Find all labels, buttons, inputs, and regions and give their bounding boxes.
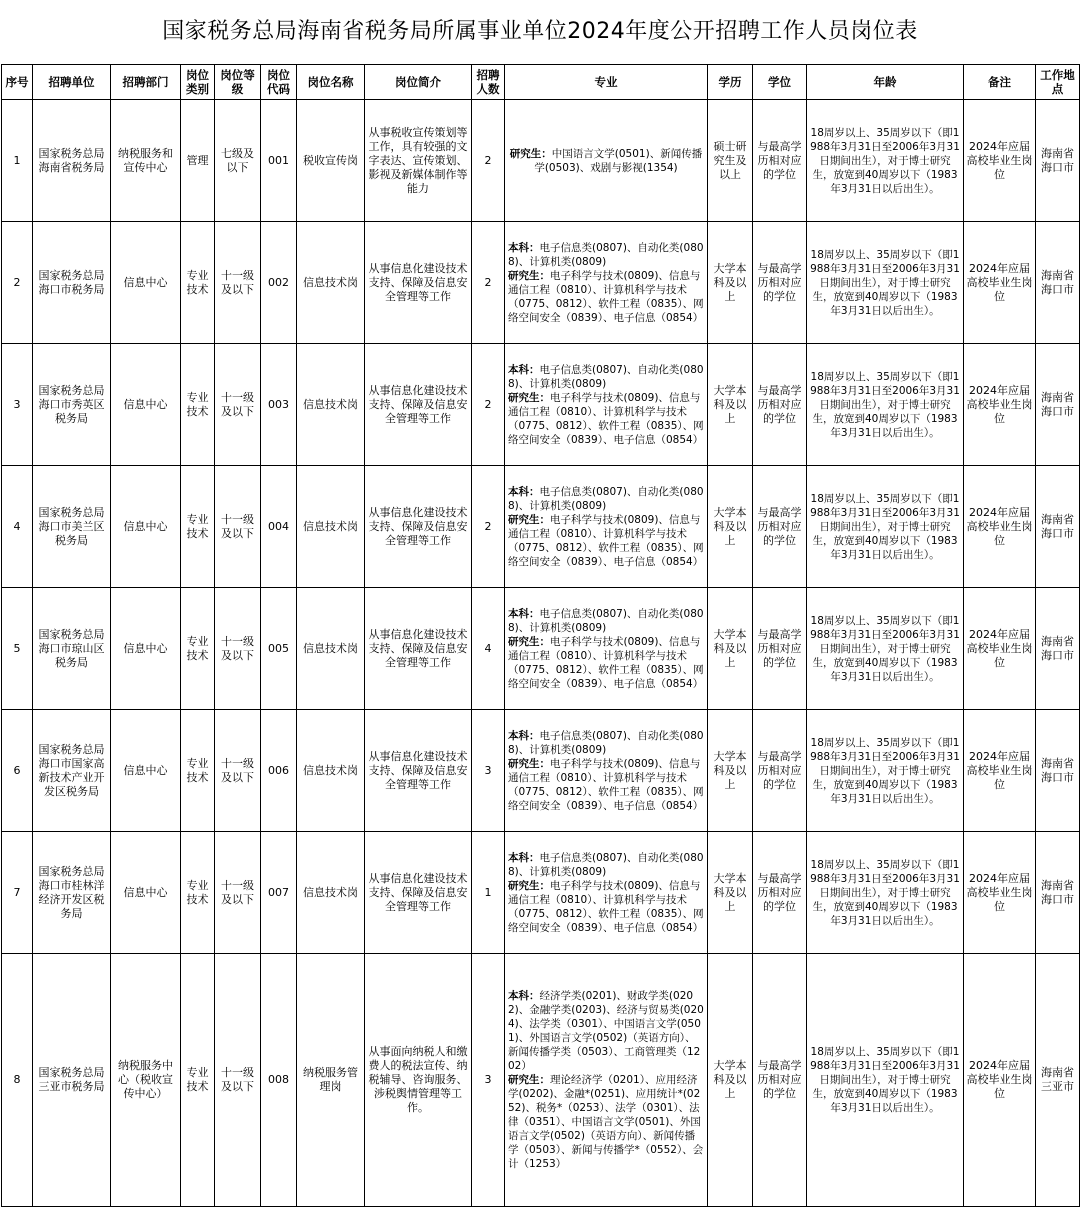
- recruiting-unit: 国家税务总局海口市国家高新技术产业开发区税务局: [33, 710, 111, 832]
- position-level: 十一级及以下: [215, 344, 261, 466]
- major-line-text: 电子科学与技术(0809)、信息与通信工程（0810）、计算机科学与技术（0775、0812）、软件工程（0835）、网络空间安全（0839）、电子信息（0854）: [508, 757, 704, 812]
- recruit-count: 4: [472, 588, 505, 710]
- major-line: [508, 729, 704, 757]
- education: 大学本科及以上: [708, 710, 753, 832]
- column-header: 年龄: [807, 65, 964, 100]
- major-line-text: 中国语言文学(0501)、新闻传播学(0503)、戏剧与影视(1354): [534, 147, 703, 174]
- major-line-label: 研究生：: [508, 391, 550, 404]
- major-line: [508, 879, 704, 935]
- column-header: 专业: [505, 65, 708, 100]
- position-code: 003: [261, 344, 297, 466]
- major-line: [508, 851, 704, 879]
- position-desc: 从事信息化建设技术支持、保障及信息安全管理等工作: [365, 588, 472, 710]
- column-header: 岗位简介: [365, 65, 472, 100]
- major-line-label: 本科：: [508, 241, 540, 254]
- recruiting-dept: 纳税服务中心（税收宣传中心）: [111, 954, 181, 1207]
- remark: 2024年应届高校毕业生岗位: [964, 832, 1036, 954]
- position-code: 005: [261, 588, 297, 710]
- major-line-text: 电子信息类(0807)、自动化类(0808)、计算机类(0809): [508, 607, 704, 634]
- major-requirement: [505, 100, 708, 222]
- recruiting-dept: 信息中心: [111, 710, 181, 832]
- major-line-label: 本科：: [508, 485, 540, 498]
- remark: 2024年应届高校毕业生岗位: [964, 344, 1036, 466]
- major-line: [508, 757, 704, 813]
- major-line: [508, 269, 704, 325]
- major-line: [508, 391, 704, 447]
- degree: 与最高学历相对应的学位: [753, 588, 807, 710]
- position-code: 007: [261, 832, 297, 954]
- position-name: 纳税服务管理岗: [297, 954, 365, 1207]
- major-line-label: 研究生：: [508, 635, 550, 648]
- major-line-text: 电子科学与技术(0809)、信息与通信工程（0810）、计算机科学与技术（0775、0812）、软件工程（0835）、网络空间安全（0839）、电子信息（0854）: [508, 635, 704, 690]
- age-requirement: 18周岁以上、35周岁以下（即1988年3月31日至2006年3月31日期间出生），对于博士研究生，放宽到40周岁以下（1983年3月31日以后出生）。: [807, 832, 964, 954]
- major-line-label: 本科：: [508, 990, 540, 1002]
- position-table: [1, 64, 1080, 1207]
- position-desc: 从事信息化建设技术支持、保障及信息安全管理等工作: [365, 832, 472, 954]
- education: 大学本科及以上: [708, 588, 753, 710]
- position-name: 信息技术岗: [297, 588, 365, 710]
- recruiting-unit: 国家税务总局海口市美兰区税务局: [33, 466, 111, 588]
- major-requirement: [505, 954, 708, 1207]
- position-category: 专业技术: [181, 222, 215, 344]
- position-category: 管理: [181, 100, 215, 222]
- major-line: [508, 1073, 704, 1171]
- position-category: 专业技术: [181, 344, 215, 466]
- age-requirement: 18周岁以上、35周岁以下（即1988年3月31日至2006年3月31日期间出生），对于博士研究生，放宽到40周岁以下（1983年3月31日以后出生）。: [807, 954, 964, 1207]
- page-title: 国家税务总局海南省税务局所属事业单位2024年度公开招聘工作人员岗位表: [162, 19, 918, 44]
- age-requirement: 18周岁以上、35周岁以下（即1988年3月31日至2006年3月31日期间出生），对于博士研究生，放宽到40周岁以下（1983年3月31日以后出生）。: [807, 710, 964, 832]
- table-row: [2, 466, 1080, 588]
- position-code: 002: [261, 222, 297, 344]
- recruiting-dept: 信息中心: [111, 222, 181, 344]
- position-desc: 从事信息化建设技术支持、保障及信息安全管理等工作: [365, 466, 472, 588]
- position-desc: 从事面向纳税人和缴费人的税法宣传、纳税辅导、咨询服务、涉税舆情管理等工作。: [365, 954, 472, 1207]
- recruit-count: 2: [472, 344, 505, 466]
- major-line-label: 本科：: [508, 607, 540, 620]
- recruiting-unit: 国家税务总局海口市桂林洋经济开发区税务局: [33, 832, 111, 954]
- column-header: 学历: [708, 65, 753, 100]
- major-line-text: 电子科学与技术(0809)、信息与通信工程（0810）、计算机科学与技术（0775、0812）、软件工程（0835）、网络空间安全（0839）、电子信息（0854）: [508, 513, 704, 568]
- major-line-text: 电子信息类(0807)、自动化类(0808)、计算机类(0809): [508, 241, 704, 268]
- recruiting-unit: 国家税务总局海口市秀英区税务局: [33, 344, 111, 466]
- row-number: 2: [2, 222, 33, 344]
- major-requirement: [505, 222, 708, 344]
- major-line-label: 研究生：: [508, 513, 550, 526]
- major-requirement: [505, 466, 708, 588]
- position-desc: 从事税收宣传策划等工作，具有较强的文字表达、宣传策划、影视及新媒体制作等能力: [365, 100, 472, 222]
- position-category: 专业技术: [181, 466, 215, 588]
- recruit-count: 2: [472, 222, 505, 344]
- degree: 与最高学历相对应的学位: [753, 832, 807, 954]
- recruit-count: 3: [472, 954, 505, 1207]
- major-line: [508, 607, 704, 635]
- position-category: 专业技术: [181, 954, 215, 1207]
- column-header: 学位: [753, 65, 807, 100]
- major-line-label: 研究生：: [508, 269, 550, 282]
- column-header: 招聘部门: [111, 65, 181, 100]
- age-requirement: 18周岁以上、35周岁以下（即1988年3月31日至2006年3月31日期间出生），对于博士研究生，放宽到40周岁以下（1983年3月31日以后出生）。: [807, 100, 964, 222]
- position-level: 七级及以下: [215, 100, 261, 222]
- major-line: [508, 241, 704, 269]
- work-location: 海南省海口市: [1036, 100, 1080, 222]
- position-name: 信息技术岗: [297, 832, 365, 954]
- major-line: [508, 147, 704, 175]
- remark: 2024年应届高校毕业生岗位: [964, 710, 1036, 832]
- major-requirement: [505, 588, 708, 710]
- position-desc: 从事信息化建设技术支持、保障及信息安全管理等工作: [365, 344, 472, 466]
- major-line-label: 研究生：: [508, 757, 550, 770]
- major-line-label: 本科：: [508, 363, 540, 376]
- position-code: 008: [261, 954, 297, 1207]
- major-line-text: 电子信息类(0807)、自动化类(0808)、计算机类(0809): [508, 729, 704, 756]
- education: 大学本科及以上: [708, 222, 753, 344]
- recruiting-dept: 信息中心: [111, 466, 181, 588]
- position-level: 十一级及以下: [215, 466, 261, 588]
- remark: 2024年应届高校毕业生岗位: [964, 588, 1036, 710]
- major-requirement: [505, 832, 708, 954]
- row-number: 1: [2, 100, 33, 222]
- position-category: 专业技术: [181, 588, 215, 710]
- major-line: [508, 513, 704, 569]
- major-line-text: 电子信息类(0807)、自动化类(0808)、计算机类(0809): [508, 851, 704, 878]
- major-line-label: 研究生：: [508, 879, 550, 892]
- education: 大学本科及以上: [708, 832, 753, 954]
- recruiting-dept: 信息中心: [111, 344, 181, 466]
- row-number: 8: [2, 954, 33, 1207]
- recruit-count: 2: [472, 100, 505, 222]
- position-code: 006: [261, 710, 297, 832]
- position-level: 十一级及以下: [215, 222, 261, 344]
- major-line-label: 研究生：: [508, 1074, 550, 1086]
- row-number: 5: [2, 588, 33, 710]
- column-header: 招聘人数: [472, 65, 505, 100]
- recruiting-dept: 信息中心: [111, 588, 181, 710]
- position-name: 信息技术岗: [297, 344, 365, 466]
- remark: 2024年应届高校毕业生岗位: [964, 954, 1036, 1207]
- table-row: [2, 588, 1080, 710]
- recruit-count: 3: [472, 710, 505, 832]
- row-number: 7: [2, 832, 33, 954]
- position-category: 专业技术: [181, 710, 215, 832]
- recruiting-unit: 国家税务总局三亚市税务局: [33, 954, 111, 1207]
- position-level: 十一级及以下: [215, 710, 261, 832]
- table-row: [2, 954, 1080, 1207]
- major-line-label: 研究生：: [509, 147, 552, 160]
- recruiting-dept: 信息中心: [111, 832, 181, 954]
- position-name: 信息技术岗: [297, 222, 365, 344]
- work-location: 海南省海口市: [1036, 466, 1080, 588]
- column-header: 岗位名称: [297, 65, 365, 100]
- major-line: [508, 363, 704, 391]
- major-line-text: 电子信息类(0807)、自动化类(0808)、计算机类(0809): [508, 485, 704, 512]
- table-row: [2, 832, 1080, 954]
- position-name: 信息技术岗: [297, 710, 365, 832]
- major-line: [508, 635, 704, 691]
- education: 硕士研究生及以上: [708, 100, 753, 222]
- work-location: 海南省海口市: [1036, 588, 1080, 710]
- work-location: 海南省海口市: [1036, 344, 1080, 466]
- table-header-row: [2, 65, 1080, 100]
- column-header: 岗位等级: [215, 65, 261, 100]
- degree: 与最高学历相对应的学位: [753, 954, 807, 1207]
- major-line-label: 本科：: [508, 729, 540, 742]
- table-row: [2, 222, 1080, 344]
- position-desc: 从事信息化建设技术支持、保障及信息安全管理等工作: [365, 710, 472, 832]
- remark: 2024年应届高校毕业生岗位: [964, 222, 1036, 344]
- position-desc: 从事信息化建设技术支持、保障及信息安全管理等工作: [365, 222, 472, 344]
- column-header: 工作地点: [1036, 65, 1080, 100]
- education: 大学本科及以上: [708, 344, 753, 466]
- position-code: 004: [261, 466, 297, 588]
- degree: 与最高学历相对应的学位: [753, 222, 807, 344]
- major-requirement: [505, 344, 708, 466]
- table-body: [2, 100, 1080, 1207]
- remark: 2024年应届高校毕业生岗位: [964, 466, 1036, 588]
- age-requirement: 18周岁以上、35周岁以下（即1988年3月31日至2006年3月31日期间出生），对于博士研究生，放宽到40周岁以下（1983年3月31日以后出生）。: [807, 344, 964, 466]
- work-location: 海南省海口市: [1036, 832, 1080, 954]
- column-header: 岗位代码: [261, 65, 297, 100]
- position-category: 专业技术: [181, 832, 215, 954]
- position-level: 十一级及以下: [215, 588, 261, 710]
- column-header: 岗位类别: [181, 65, 215, 100]
- degree: 与最高学历相对应的学位: [753, 710, 807, 832]
- recruit-count: 2: [472, 466, 505, 588]
- major-line-text: 经济学类(0201)、财政学类(0202)、金融学类(0203)、经济与贸易类(0204)、法学类（0301）、中国语言文学(0501)、外国语言文学(0502)（英语方向）、新闻传播学类（0503）、工商管理类（1202）: [508, 990, 704, 1072]
- table-row: [2, 344, 1080, 466]
- column-header: 备注: [964, 65, 1036, 100]
- major-line-label: 本科：: [508, 851, 540, 864]
- column-header: 序号: [2, 65, 33, 100]
- recruiting-unit: 国家税务总局海口市琼山区税务局: [33, 588, 111, 710]
- work-location: 海南省海口市: [1036, 710, 1080, 832]
- position-level: 十一级及以下: [215, 954, 261, 1207]
- position-level: 十一级及以下: [215, 832, 261, 954]
- age-requirement: 18周岁以上、35周岁以下（即1988年3月31日至2006年3月31日期间出生），对于博士研究生，放宽到40周岁以下（1983年3月31日以后出生）。: [807, 466, 964, 588]
- position-code: 001: [261, 100, 297, 222]
- major-line-text: 电子科学与技术(0809)、信息与通信工程（0810）、计算机科学与技术（0775、0812）、软件工程（0835）、网络空间安全（0839）、电子信息（0854）: [508, 879, 704, 934]
- degree: 与最高学历相对应的学位: [753, 100, 807, 222]
- major-requirement: [505, 710, 708, 832]
- row-number: 3: [2, 344, 33, 466]
- recruiting-unit: 国家税务总局海南省税务局: [33, 100, 111, 222]
- education: 大学本科及以上: [708, 954, 753, 1207]
- major-line: [508, 989, 704, 1073]
- table-row: [2, 710, 1080, 832]
- education: 大学本科及以上: [708, 466, 753, 588]
- work-location: 海南省三亚市: [1036, 954, 1080, 1207]
- recruiting-unit: 国家税务总局海口市税务局: [33, 222, 111, 344]
- degree: 与最高学历相对应的学位: [753, 466, 807, 588]
- major-line-text: 电子科学与技术(0809)、信息与通信工程（0810）、计算机科学与技术（0775、0812）、软件工程（0835）、网络空间安全（0839）、电子信息（0854）: [508, 391, 704, 446]
- row-number: 6: [2, 710, 33, 832]
- degree: 与最高学历相对应的学位: [753, 344, 807, 466]
- work-location: 海南省海口市: [1036, 222, 1080, 344]
- age-requirement: 18周岁以上、35周岁以下（即1988年3月31日至2006年3月31日期间出生），对于博士研究生，放宽到40周岁以下（1983年3月31日以后出生）。: [807, 588, 964, 710]
- major-line: [508, 485, 704, 513]
- column-header: 招聘单位: [33, 65, 111, 100]
- position-name: 信息技术岗: [297, 466, 365, 588]
- recruit-count: 1: [472, 832, 505, 954]
- major-line-text: 理论经济学（0201）、应用经济学(0202)、金融*(0251)、应用统计*(0252)、税务*（0253）、法学（0301）、法律（0351）、中国语言文学(0501)、外国语言文学(0502)（英语方向）、新闻传播学（0503）、新闻与传播学*（0552）、会计（1253）: [508, 1074, 704, 1170]
- table-row: [2, 100, 1080, 222]
- recruiting-dept: 纳税服务和宣传中心: [111, 100, 181, 222]
- major-line-text: 电子信息类(0807)、自动化类(0808)、计算机类(0809): [508, 363, 704, 390]
- position-name: 税收宣传岗: [297, 100, 365, 222]
- major-line-text: 电子科学与技术(0809)、信息与通信工程（0810）、计算机科学与技术（0775、0812）、软件工程（0835）、网络空间安全（0839）、电子信息（0854）: [508, 269, 704, 324]
- age-requirement: 18周岁以上、35周岁以下（即1988年3月31日至2006年3月31日期间出生），对于博士研究生，放宽到40周岁以下（1983年3月31日以后出生）。: [807, 222, 964, 344]
- row-number: 4: [2, 466, 33, 588]
- remark: 2024年应届高校毕业生岗位: [964, 100, 1036, 222]
